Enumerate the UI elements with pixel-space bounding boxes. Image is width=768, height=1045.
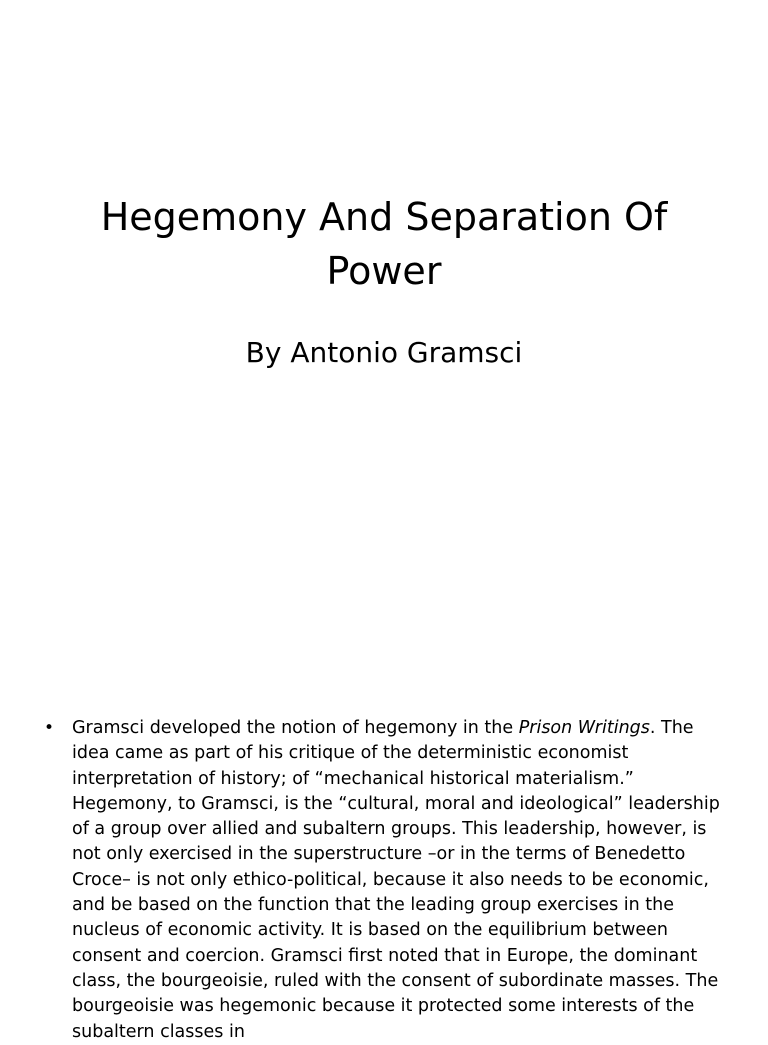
- body-text: [44, 716, 734, 1045]
- title-line-2: Power: [326, 249, 442, 293]
- slide-subtitle: By Antonio Gramsci: [245, 336, 523, 369]
- slide-title: [40, 190, 728, 298]
- title-line-1: Hegemony And Separation Of: [100, 195, 668, 239]
- bullet-marker: •: [44, 718, 55, 738]
- paragraph-text-rest: . The idea came as part of his critique of the deterministic economist interpretation of history; of “mechanical historical materialism.” Hegemony, to Gramsci, is the “cultural, moral and ideological” leadership of a group over allied and subaltern groups. This leadership, however, is not only exercised in the superstructure –or in the terms of Benedetto Croce– is not only ethico-political, because it also needs to be economic, and be based on the function that the leading group exercises in the nucleus of economic activity. It is based on the equilibrium between consent and coercion. Gramsci first noted that in Europe, the dominant class, the bourgeoisie, ruled with the consent of subordinate masses. The bourgeoisie was hegemonic because it protected some interests of the subaltern classes in: [72, 718, 720, 1042]
- paragraph-text-start: Gramsci developed the notion of hegemony in the: [72, 718, 519, 738]
- bullet-paragraph: [44, 716, 734, 1045]
- book-title-italic: Prison Writings: [518, 718, 650, 738]
